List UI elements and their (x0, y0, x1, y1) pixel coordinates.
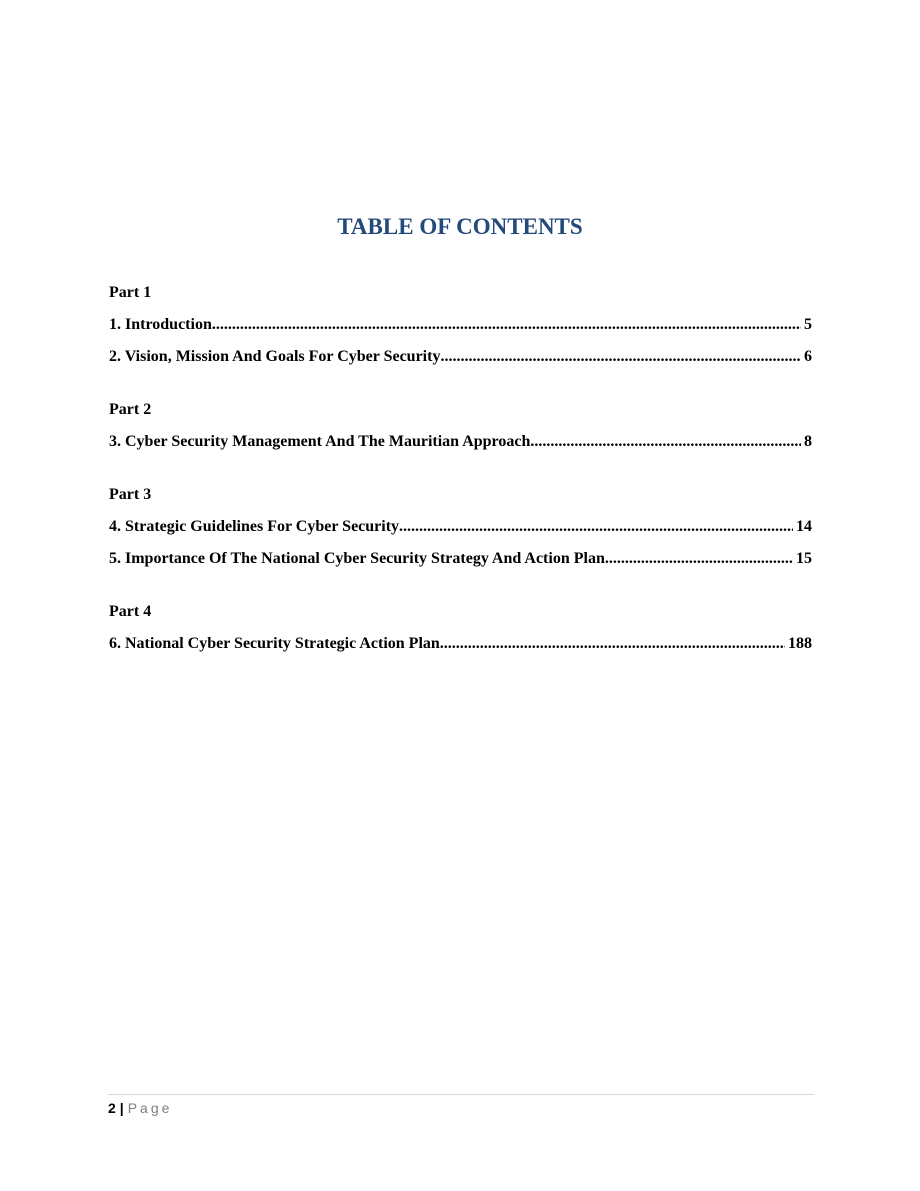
toc-entry-label: 6. National Cyber Security Strategic Action Plan (109, 635, 440, 652)
page-footer (108, 1098, 172, 1118)
toc-entry-page: 6 (804, 348, 812, 365)
dot-leader (605, 548, 793, 570)
toc-entry-introduction[interactable] (109, 314, 812, 336)
footer-separator: | (119, 1100, 124, 1116)
toc-entry-label: 3. Cyber Security Management And The Mauritian Approach (109, 433, 531, 450)
footer-divider (108, 1094, 814, 1095)
toc-entry-vision-mission-goals[interactable] (109, 346, 812, 368)
dot-leader (440, 633, 785, 655)
toc-entry-cyber-security-management[interactable] (109, 431, 812, 453)
toc-entry-strategic-guidelines[interactable] (109, 516, 812, 538)
toc-entry-page: 15 (796, 550, 812, 567)
table-of-contents (109, 282, 812, 655)
footer-page-number: 2 (108, 1100, 116, 1116)
toc-entry-label: 2. Vision, Mission And Goals For Cyber Security (109, 348, 441, 365)
dot-leader (530, 431, 801, 453)
page-title: TABLE OF CONTENTS (337, 214, 583, 239)
toc-entry-label: 4. Strategic Guidelines For Cyber Security (109, 518, 400, 535)
toc-part-2 (109, 399, 812, 453)
footer-page-label: Page (127, 1100, 173, 1116)
toc-entry-label: 5. Importance Of The National Cyber Security Strategy And Action Plan (109, 550, 605, 567)
dot-leader (399, 516, 793, 538)
part-heading: Part 2 (109, 401, 152, 418)
toc-entry-page: 8 (804, 433, 812, 450)
toc-entry-page: 188 (788, 635, 812, 652)
dot-leader (440, 346, 801, 368)
toc-entry-strategic-action-plan[interactable] (109, 633, 812, 655)
dot-leader (212, 314, 801, 336)
toc-entry-importance-of-strategy[interactable] (109, 548, 812, 570)
part-heading: Part 1 (109, 284, 152, 301)
toc-part-4 (109, 601, 812, 655)
part-heading: Part 4 (109, 603, 152, 620)
toc-part-1 (109, 282, 812, 368)
toc-part-3 (109, 484, 812, 570)
toc-entry-page: 14 (796, 518, 812, 535)
toc-entry-page: 5 (804, 316, 812, 333)
part-heading: Part 3 (109, 486, 152, 503)
toc-entry-label: 1. Introduction (109, 316, 212, 333)
